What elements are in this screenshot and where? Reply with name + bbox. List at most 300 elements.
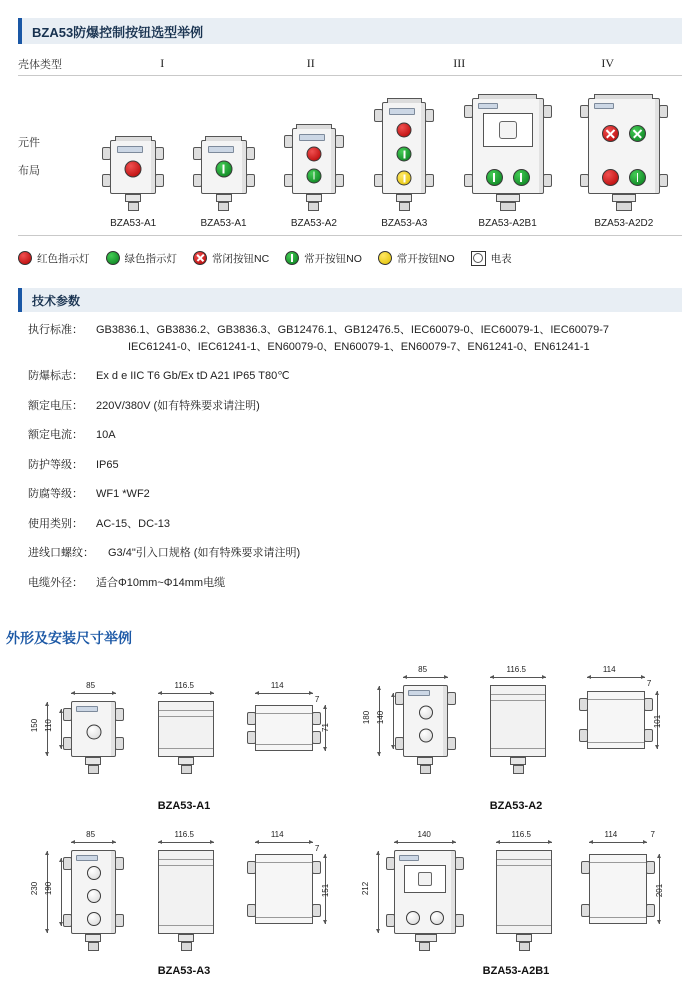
legend-label: 常闭按钮NC [212, 252, 270, 265]
device-neck [178, 934, 194, 942]
brand-logo [389, 108, 415, 115]
selection-header-row [18, 52, 682, 76]
brand-logo [399, 855, 419, 861]
spec-value: WF1 *WF2 [96, 488, 150, 500]
device-front-body [394, 850, 456, 934]
dim-line-top-width [587, 677, 645, 678]
side-view [152, 669, 222, 787]
push-button[interactable] [86, 725, 101, 740]
dim-line-height-inner [61, 709, 62, 749]
top-view [583, 824, 671, 952]
cable-gland [218, 202, 229, 211]
dim-line-side-width [496, 842, 552, 843]
page-title [18, 18, 682, 44]
spec-key: 防腐等级： [28, 488, 83, 500]
mount-ear-right-top [115, 857, 124, 870]
side-view [484, 659, 554, 787]
dim-height-outer-value: 150 [30, 718, 40, 733]
cable-gland [181, 765, 192, 774]
button-group [419, 705, 433, 742]
cable-gland [128, 202, 139, 211]
spec-value-line2: IEC61241-0、IEC61241-1、EN60079-0、EN60079-1、EN60079-7、EN61241-0、EN61241-1 [128, 340, 590, 353]
spec-value: 220V/380V (如有特殊要求请注明) [96, 399, 260, 412]
views-row [350, 817, 682, 952]
layout-label: 布局 [18, 164, 40, 177]
mount-ear-right-bottom [644, 729, 653, 742]
red-indicator-button[interactable] [125, 161, 142, 178]
legend-item-green-indicator [106, 251, 178, 266]
dim-line-width [71, 842, 116, 843]
legend-item-red-indicator [18, 251, 90, 266]
mount-ear-left-bottom [374, 174, 383, 187]
selection-body-row [18, 76, 682, 236]
green-indicator-button[interactable] [629, 125, 646, 142]
device-side-body [490, 685, 546, 757]
views-row [18, 817, 350, 952]
device-neck [516, 934, 532, 942]
dim-line-side-width [158, 693, 214, 694]
mount-ear-right-bottom [646, 904, 655, 917]
dimension-model-label: BZA53-A3 [157, 965, 211, 977]
device-front-body [71, 701, 116, 757]
device-neck [496, 194, 520, 202]
mount-ear-left-top [102, 147, 111, 160]
device-top-body [255, 854, 313, 924]
spec-key: 进线口螺纹： [28, 547, 94, 559]
legend-item-no-green-button [285, 251, 362, 266]
green-no-button[interactable] [215, 161, 232, 178]
dim-depth-value: 151 [320, 883, 330, 898]
specs-title: 技术参数 [32, 293, 81, 308]
button-group [306, 146, 321, 183]
dimension-block-bza53-a2b1 [350, 817, 682, 977]
meter-icon [471, 251, 486, 266]
mount-ear-left-top [247, 861, 256, 874]
component-layout-labels [18, 76, 88, 235]
no-green-button-icon [285, 251, 299, 265]
legend-label: 绿色指示灯 [124, 252, 177, 265]
mount-ear-right-bottom [115, 737, 124, 750]
spec-value-line1: GB3836.1、GB3836.2、GB3836.3、GB12476.1、GB12476.5、IEC60079-0、IEC60079-1、IEC60079-7 [96, 324, 610, 336]
mount-ear-right-top [246, 147, 255, 160]
housing-type-3: III [453, 56, 466, 70]
housing-type-label: 壳体类型 [18, 58, 62, 71]
mount-ear-left-bottom [580, 174, 589, 187]
brand-logo [478, 103, 498, 109]
dim-height-outer-value: 212 [360, 881, 370, 896]
side-view [152, 824, 222, 952]
meter-window [404, 865, 446, 893]
dimension-model-label: BZA53-A1 [157, 800, 211, 812]
dim-line-side-width [158, 842, 214, 843]
spec-row-category [18, 516, 682, 533]
button-group-bottom [602, 169, 646, 186]
device-front-body [71, 850, 116, 934]
dim-side-width-value: 116.5 [174, 681, 194, 690]
mount-ear-right-bottom [659, 174, 668, 187]
device-body [382, 102, 426, 194]
dim-height-inner-value: 110 [44, 719, 54, 732]
mount-ear-right-top [425, 109, 434, 122]
top-detail-lines [256, 706, 312, 750]
spec-row-current [18, 427, 682, 444]
legend [18, 243, 682, 273]
red-nc-button[interactable] [602, 169, 619, 186]
mount-ear-right-top [155, 147, 164, 160]
mount-ear-left-bottom [247, 731, 256, 744]
specs-list [18, 322, 682, 604]
front-view [362, 824, 467, 952]
top-detail-lines [588, 692, 644, 748]
red-nc-button[interactable] [397, 123, 412, 138]
mount-ear-right-bottom [155, 174, 164, 187]
spec-key: 额定电压： [28, 399, 83, 412]
dim-top-width-value: 114 [604, 830, 618, 839]
mount-ear-right-bottom [246, 174, 255, 187]
device-model-label: BZA53-A1 [200, 218, 247, 229]
mount-ear-right-top [543, 105, 552, 118]
device-drawing [110, 140, 156, 211]
spec-row-exmark [18, 368, 682, 385]
device-side-body [496, 850, 552, 934]
device-cell-bza53-a2d2 [588, 98, 660, 229]
dim-width-value: 85 [86, 830, 96, 839]
device-drawing [292, 128, 336, 211]
device-body [110, 140, 156, 194]
dim-line-width [403, 677, 448, 678]
mount-ear-left-bottom [464, 174, 473, 187]
button-group [87, 866, 101, 926]
device-model-label: BZA53-A1 [110, 218, 157, 229]
spec-value: 适合Φ10mm~Φ14mm电缆 [96, 576, 226, 589]
device-model-label: BZA53-A2D2 [594, 218, 654, 229]
button-group [125, 161, 142, 178]
dim-edge-value: 7 [314, 844, 320, 853]
dim-line-side-width [490, 677, 546, 678]
device-top-body [587, 691, 645, 749]
specs-section-header [18, 288, 682, 312]
mount-ear-left-top [581, 861, 590, 874]
push-button-3[interactable] [87, 912, 101, 926]
mount-ear-right-bottom [115, 914, 124, 927]
device-drawing [382, 102, 426, 211]
device-neck [415, 934, 437, 942]
dim-top-width-value: 114 [270, 681, 284, 690]
dim-width-value: 85 [86, 681, 96, 690]
page-title-text: BZA53防爆控制按钮选型举例 [32, 24, 204, 40]
dim-line-height-outer [378, 851, 379, 933]
device-model-label: BZA53-A2 [290, 218, 337, 229]
dim-height-inner-value: 140 [376, 710, 386, 725]
mount-ear-left-top [579, 698, 588, 711]
red-nc-button[interactable] [306, 146, 321, 161]
device-body [588, 98, 660, 194]
dim-line-top-width [255, 693, 313, 694]
device-cell-bza53-a1-green [200, 140, 246, 229]
brand-logo [76, 855, 98, 861]
mount-ear-right-top [335, 135, 344, 148]
mount-ear-left-bottom [63, 914, 72, 927]
dim-height-outer-value: 180 [362, 710, 372, 725]
device-top-cap [296, 124, 331, 129]
green-indicator-icon [106, 251, 120, 265]
device-top-cap [115, 136, 152, 141]
mount-ear-right-bottom [312, 904, 321, 917]
housing-type-4: IV [601, 56, 615, 70]
mount-ear-right-bottom [455, 914, 464, 927]
mount-ear-right-bottom [543, 174, 552, 187]
red-indicator-icon [18, 251, 32, 265]
legend-label: 红色指示灯 [37, 252, 90, 265]
push-button-1[interactable] [406, 911, 420, 925]
device-body [472, 98, 544, 194]
device-top-cap [387, 98, 422, 103]
button-group [215, 161, 232, 178]
mount-ear-right-top [455, 857, 464, 870]
push-button-2[interactable] [87, 889, 101, 903]
cable-gland [399, 202, 410, 211]
device-neck [306, 194, 322, 202]
front-view [363, 659, 458, 787]
meter-window [483, 113, 533, 147]
dim-height-outer-value: 230 [30, 881, 40, 896]
cable-gland [419, 942, 430, 951]
spec-value: AC-15、DC-13 [96, 517, 170, 530]
brand-logo [594, 103, 614, 109]
device-top-body [255, 705, 313, 751]
green-no-button[interactable] [306, 168, 321, 183]
device-side-body [158, 850, 214, 934]
device-neck [612, 194, 636, 202]
mount-ear-left-top [580, 105, 589, 118]
green-no-button-1[interactable] [486, 169, 503, 186]
spec-value: Ex d e IIC T6 Gb/Ex tD A21 IP65 T80℃ [96, 370, 290, 382]
green-no-button-2[interactable] [513, 169, 530, 186]
brand-logo [408, 690, 430, 696]
legend-label: 常开按钮NO [304, 252, 362, 265]
button-group [397, 123, 412, 186]
side-detail-lines [159, 702, 213, 756]
cable-gland [420, 765, 431, 774]
dim-width-value: 85 [418, 665, 428, 674]
mount-ear-left-bottom [579, 729, 588, 742]
device-cell-bza53-a1-red [110, 140, 156, 229]
device-neck [85, 934, 101, 942]
device-neck [417, 757, 433, 765]
dimension-model-label: BZA53-A2B1 [482, 965, 550, 977]
mount-ear-left-bottom [395, 737, 404, 750]
front-view [31, 824, 126, 952]
dim-line-top-width [589, 842, 647, 843]
device-body [201, 140, 247, 194]
device-cell-bza53-a3 [381, 102, 427, 229]
spec-value: IP65 [96, 458, 119, 471]
dim-side-width-value: 116.5 [174, 830, 194, 839]
device-front-body [403, 685, 448, 757]
dimension-block-bza53-a1 [18, 652, 350, 812]
no-yellow-button-icon [378, 251, 392, 265]
device-cell-bza53-a2b1 [472, 98, 544, 229]
dim-width-value: 140 [417, 830, 431, 839]
mount-ear-right-top [447, 692, 456, 705]
red-indicator-button[interactable] [602, 125, 619, 142]
views-row [18, 652, 350, 787]
mount-ear-left-top [374, 109, 383, 122]
mount-ear-left-bottom [193, 174, 202, 187]
dim-side-width-value: 116.5 [511, 830, 531, 839]
meter-dial [418, 872, 432, 886]
mount-ear-right-top [312, 861, 321, 874]
nc-button-icon [193, 251, 207, 265]
cable-gland [500, 202, 516, 211]
device-illustrations [88, 76, 682, 235]
device-neck [125, 194, 141, 202]
mount-ear-left-top [63, 708, 72, 721]
device-top-cap [478, 94, 537, 99]
dimension-block-bza53-a2 [350, 652, 682, 812]
button-group-top [602, 125, 646, 142]
side-detail-lines [159, 851, 213, 933]
top-view [249, 824, 337, 952]
device-drawing [588, 98, 660, 211]
spec-row-voltage [18, 398, 682, 415]
spec-value [96, 322, 682, 355]
dimensions-title: 外形及安装尺寸举例 [6, 630, 132, 646]
top-view [249, 669, 337, 787]
top-view [581, 659, 669, 787]
dim-line-top-width [255, 842, 313, 843]
device-top-body [589, 854, 647, 924]
spec-key: 电缆外径： [28, 576, 83, 589]
top-detail-lines [590, 855, 646, 923]
spec-row-protection [18, 457, 682, 474]
mount-ear-left-bottom [581, 904, 590, 917]
brand-logo [117, 146, 143, 153]
front-view [31, 669, 126, 787]
green-no-button[interactable] [397, 147, 412, 162]
meter-dial [499, 121, 517, 139]
brand-logo [208, 146, 234, 153]
legend-label: 电表 [490, 252, 512, 265]
dim-depth-value: 71 [320, 723, 330, 732]
mount-ear-right-top [646, 861, 655, 874]
dimension-model-label: BZA53-A2 [489, 800, 543, 812]
dim-edge-value: 7 [646, 679, 652, 688]
spec-key: 额定电流： [28, 429, 83, 441]
spec-key: 执行标准： [28, 324, 83, 336]
spec-row-standards [18, 322, 682, 355]
spec-row-cable [18, 575, 682, 592]
button-group [406, 911, 444, 925]
housing-type-1: I [160, 56, 165, 70]
dim-top-width-value: 114 [602, 665, 616, 674]
device-drawing [472, 98, 544, 211]
legend-item-no-yellow-button [378, 251, 455, 266]
device-cell-bza53-a2 [291, 128, 337, 229]
views-row [350, 652, 682, 787]
mount-ear-right-bottom [312, 731, 321, 744]
mount-ear-left-top [395, 692, 404, 705]
cable-gland [616, 202, 632, 211]
device-neck [396, 194, 412, 202]
spec-value: 10A [96, 429, 116, 441]
cable-gland [88, 765, 99, 774]
housing-type-columns [88, 56, 682, 71]
device-drawing [201, 140, 247, 211]
mount-ear-right-bottom [335, 174, 344, 187]
cable-gland [513, 765, 524, 774]
dim-line-width [394, 842, 456, 843]
top-detail-lines [256, 855, 312, 923]
dim-line-height-inner [61, 858, 62, 926]
device-body [292, 128, 336, 194]
push-button-1[interactable] [87, 866, 101, 880]
spec-row-corrosion [18, 486, 682, 503]
mount-ear-left-top [386, 857, 395, 870]
mount-ear-left-bottom [63, 737, 72, 750]
mount-ear-right-top [312, 712, 321, 725]
button-group [486, 169, 530, 186]
yellow-no-button[interactable] [397, 171, 412, 186]
selection-table [18, 52, 682, 236]
brand-logo [299, 134, 325, 141]
spec-key: 防护等级： [28, 458, 83, 471]
push-button-2[interactable] [430, 911, 444, 925]
device-model-label: BZA53-A3 [381, 218, 428, 229]
mount-ear-left-top [247, 712, 256, 725]
mount-ear-left-top [284, 135, 293, 148]
dim-top-width-value: 114 [270, 830, 284, 839]
mount-ear-right-bottom [447, 737, 456, 750]
dim-line-width [71, 693, 116, 694]
device-side-body [158, 701, 214, 757]
cable-gland [308, 202, 319, 211]
push-button-2[interactable] [419, 728, 433, 742]
device-neck [178, 757, 194, 765]
cable-gland [181, 942, 192, 951]
push-button-1[interactable] [419, 705, 433, 719]
housing-type-2: II [306, 56, 315, 70]
dim-edge-value: 7 [650, 830, 655, 839]
mount-ear-left-bottom [102, 174, 111, 187]
spec-row-thread [18, 545, 682, 562]
mount-ear-right-top [659, 105, 668, 118]
side-detail-lines [497, 851, 551, 933]
legend-item-nc-button [193, 251, 269, 266]
dimensions-drawings [18, 652, 682, 982]
green-no-button[interactable] [629, 169, 646, 186]
dim-side-width-value: 116.5 [506, 665, 526, 674]
mount-ear-right-bottom [425, 174, 434, 187]
mount-ear-left-top [464, 105, 473, 118]
device-neck [216, 194, 232, 202]
mount-ear-left-top [193, 147, 202, 160]
side-view [490, 824, 560, 952]
dimension-block-bza53-a3 [18, 817, 350, 977]
device-top-cap [205, 136, 242, 141]
legend-item-meter [471, 251, 512, 266]
component-label: 元件 [18, 136, 40, 149]
mount-ear-left-top [63, 857, 72, 870]
dim-line-height-inner [393, 693, 394, 749]
mount-ear-right-top [644, 698, 653, 711]
legend-label: 常开按钮NO [396, 252, 455, 265]
device-top-cap [594, 94, 653, 99]
mount-ear-left-bottom [284, 174, 293, 187]
mount-ear-left-bottom [247, 904, 256, 917]
cable-gland [519, 942, 530, 951]
side-detail-lines [491, 686, 545, 756]
